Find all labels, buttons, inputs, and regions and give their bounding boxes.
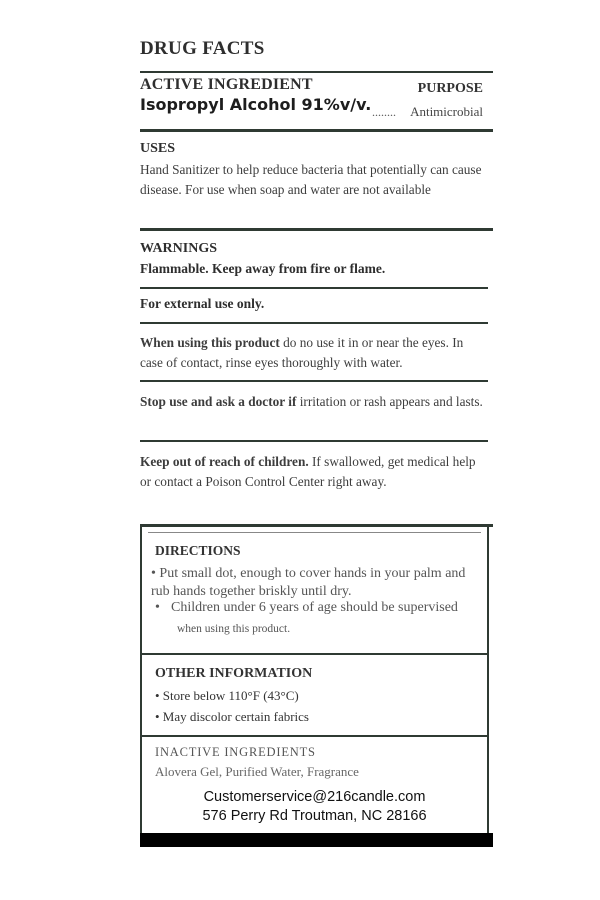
warnings-heading: WARNINGS [140, 241, 218, 256]
divider-external [140, 322, 488, 324]
active-ingredient-heading: ACTIVE INGREDIENT [140, 76, 313, 93]
warning-when-using [140, 333, 485, 373]
directions-item-2 [151, 600, 458, 616]
divider-when-using [140, 380, 488, 382]
inactive-ingredients-box [140, 737, 489, 833]
directions-box [140, 527, 489, 655]
directions-top-line [148, 532, 481, 533]
inactive-ingredients-text: Alovera Gel, Purified Water, Fragrance [155, 764, 359, 779]
drug-facts-panel [140, 0, 493, 900]
uses-text: Hand Sanitizer to help reduce bacteria that potentially can cause disease. For use when soap and water are not available [140, 162, 482, 197]
bullet: • [155, 600, 160, 615]
directions-item-1: • Put small dot, enough to cover hands in your palm and rub hands together briskly until dry. [151, 566, 466, 599]
keep-out-bold: Keep out of reach of children. [140, 454, 309, 469]
when-using-text: do no use it in or near the eyes. In case of contact, rinse eyes thoroughly with water. [140, 335, 464, 370]
other-information-heading: OTHER INFORMATION [155, 666, 313, 681]
other-info-item-discolor: • May discolor certain fabrics [155, 709, 309, 724]
warning-stop-use [140, 392, 485, 412]
active-ingredient-name: Isopropyl Alcohol 91%v/v. [140, 95, 372, 114]
other-info-item-store: • Store below 110°F (43°C) [155, 688, 299, 703]
directions-heading: DIRECTIONS [155, 543, 241, 558]
stop-use-text: irritation or rash appears and lasts. [296, 394, 483, 409]
directions-item-2-cont: when using this product. [177, 623, 291, 635]
dot-leader: ........ [372, 105, 396, 119]
drug-facts-title: DRUG FACTS [140, 38, 265, 59]
when-using-bold: When using this product [140, 335, 280, 350]
divider-stop-use [140, 440, 488, 442]
contact-email: Customerservice@216candle.com [203, 789, 426, 805]
purpose-value: Antimicrobial [410, 104, 483, 119]
divider-uses [140, 228, 493, 231]
divider-active [140, 129, 493, 132]
purpose-heading: PURPOSE [417, 81, 483, 96]
inactive-ingredients-heading: INACTIVE INGREDIENTS [155, 745, 316, 759]
uses-heading: USES [140, 141, 176, 156]
divider-top [140, 71, 493, 73]
warning-flammable: Flammable. Keep away from fire or flame. [140, 261, 386, 276]
warning-external: For external use only. [140, 296, 265, 311]
divider-flammable [140, 287, 488, 289]
contact-address: 576 Perry Rd Troutman, NC 28166 [202, 808, 427, 824]
warning-keep-out [140, 452, 485, 492]
other-information-box [140, 655, 489, 737]
stop-use-bold: Stop use and ask a doctor if [140, 394, 297, 409]
keep-out-text: If swallowed, get medical help or contact a Poison Control Center right away. [140, 454, 476, 489]
bottom-bar [140, 833, 493, 847]
directions-item-2-text: Children under 6 years of age should be supervised [171, 600, 458, 615]
